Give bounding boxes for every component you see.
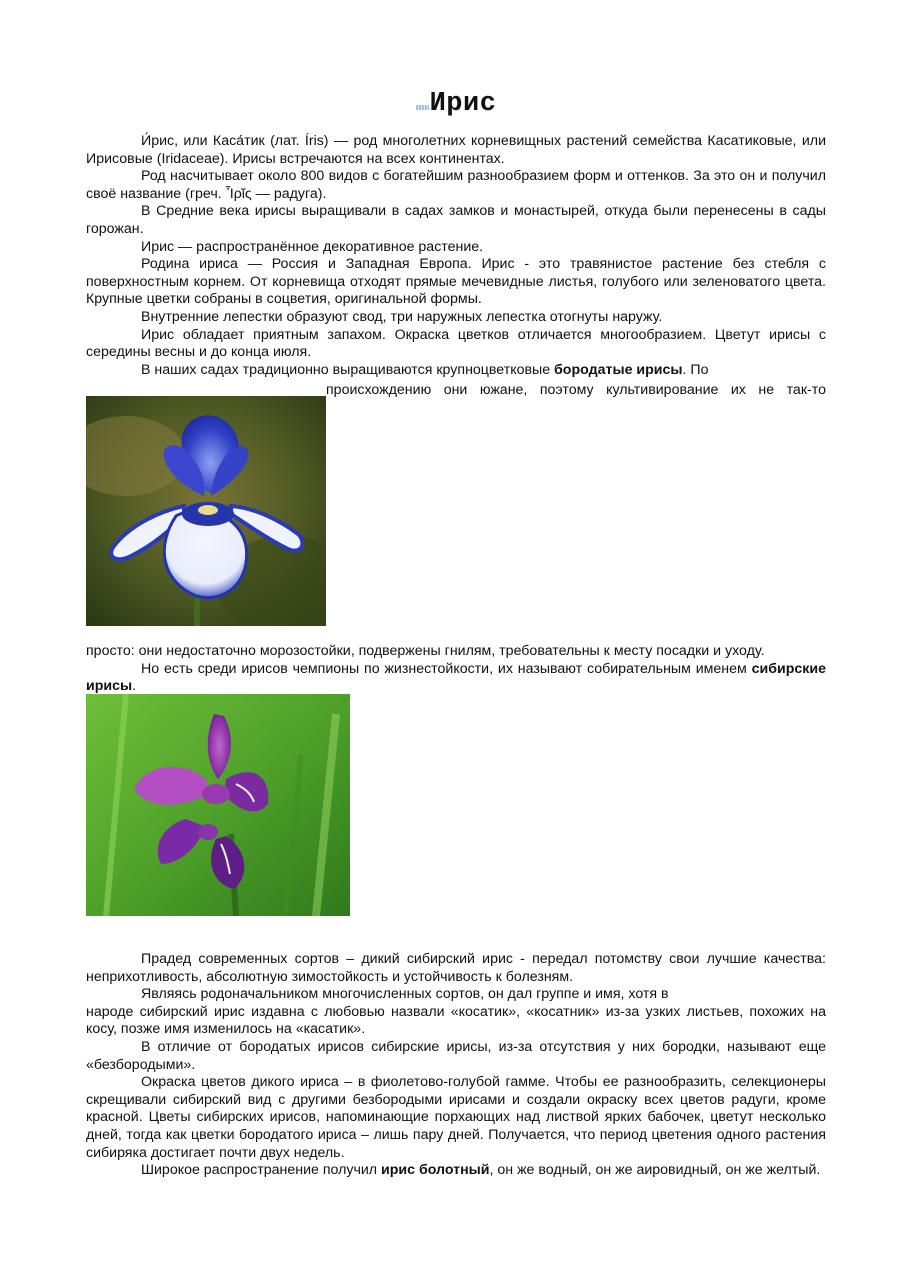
bearded-iris-photo — [86, 396, 326, 626]
paragraph: В Средние века ирисы выращивали в садах замков и монастырей, откуда были перенесены в сады горожан. — [86, 203, 826, 237]
paragraph: И́рис, или Каса́тик (лат. Íris) — род многолетних корневищных растений семейства Касатиковые, или Ирисовые (Iridaceae). Ирисы встречаются на всех континентах. — [86, 133, 826, 167]
paragraph-siberian-intro: Но есть среди ирисов чемпионы по жизнестойкости, их называют собирательным именем сибирские ирисы. — [86, 660, 826, 695]
siberian-iris-illustration — [86, 694, 350, 916]
paragraph-line: Являясь родоначальником многочисленных сортов, он дал группе и имя, хотя в — [141, 986, 669, 1003]
paragraph-marsh-iris: Широкое распространение получил ирис болотный, он же водный, он же аировидный, он же желтый. — [141, 1162, 821, 1179]
paragraph: Род насчитывает около 800 видов с богатейшим разнообразием форм и оттенков. За это он и получил своё название (греч. Ἶρῐς — радуга). — [86, 168, 826, 202]
paragraph-bearded-intro: В наших садах традиционно выращиваются крупноцветковые бородатые ирисы. По — [141, 361, 709, 378]
hyperlink-anchor-icon[interactable] — [416, 105, 429, 110]
marsh-iris-term: ирис болотный — [381, 1162, 490, 1179]
paragraph: Ирис обладает приятным запахом. Окраска цветков отличается многообразием. Цветут ирисы с середины весны и до конца июля. — [86, 326, 826, 361]
paragraph: Внутренние лепестки образуют свод, три наружных лепестка отогнуты наружу. — [141, 308, 663, 325]
bearded-section — [86, 643, 826, 696]
title-row — [86, 88, 826, 120]
paragraph-continuation: просто: они недостаточно морозостойки, подвержены гнилям, требовательны к месту посадки и уходу. — [86, 643, 765, 659]
paragraph: Ирис — распространённое декоративное растение. — [141, 238, 484, 255]
paragraph-continuation: происхождению они южане, поэтому культивирование их не так-то — [326, 382, 826, 398]
siberian-iris-photo — [86, 694, 350, 916]
paragraph: В отличие от бородатых ирисов сибирские ирисы, из-за отсутствия у них бородки, называют еще «безбородыми». — [86, 1038, 826, 1073]
page-title: Ирис — [429, 89, 497, 119]
paragraph: Окраска цветов дикого ириса – в фиолетово-голубой гамме. Чтобы ее разнообразить, селекционеры скрещивали сибирский вид с другими безбородыми ирисами и создали окраску всех цветов радуги, кроме красной. Цветы сибирских ирисов, напоминающие порхающих над листвой ярких бабочек, цветут несколько дней, тогда как цветки бородатого ириса – лишь пару дней. Получается, что период цветения одного растения сибиряка достигает почти двух недель. — [86, 1074, 826, 1161]
paragraph: Прадед современных сортов – дикий сибирский ирис - передал потомству свои лучшие качества: неприхотливость, абсолютную зимостойкость и устойчивость к болезням. — [86, 951, 826, 985]
paragraph-continuation: народе сибирский ирис издавна с любовью назвали «косатик», «косатник» из-за узких листьев, похожих на косу, позже имя изменилось на «касатик». — [86, 1003, 826, 1038]
paragraph: Родина ириса — Россия и Западная Европа. Ирис - это травянистое растение без стебля с поверхностным корнем. От корневища отходят прямые мечевидные листья, голубого или зеленоватого цвета. Крупные цветки собраны в соцветия, оригинальной формы. — [86, 256, 826, 308]
siberian-section — [86, 951, 826, 1180]
bearded-iris-illustration — [86, 396, 326, 626]
siberian-irises-term: сибирские ирисы — [86, 660, 826, 695]
intro-section — [86, 133, 826, 379]
bearded-irises-term: бородатые ирисы — [554, 361, 683, 378]
